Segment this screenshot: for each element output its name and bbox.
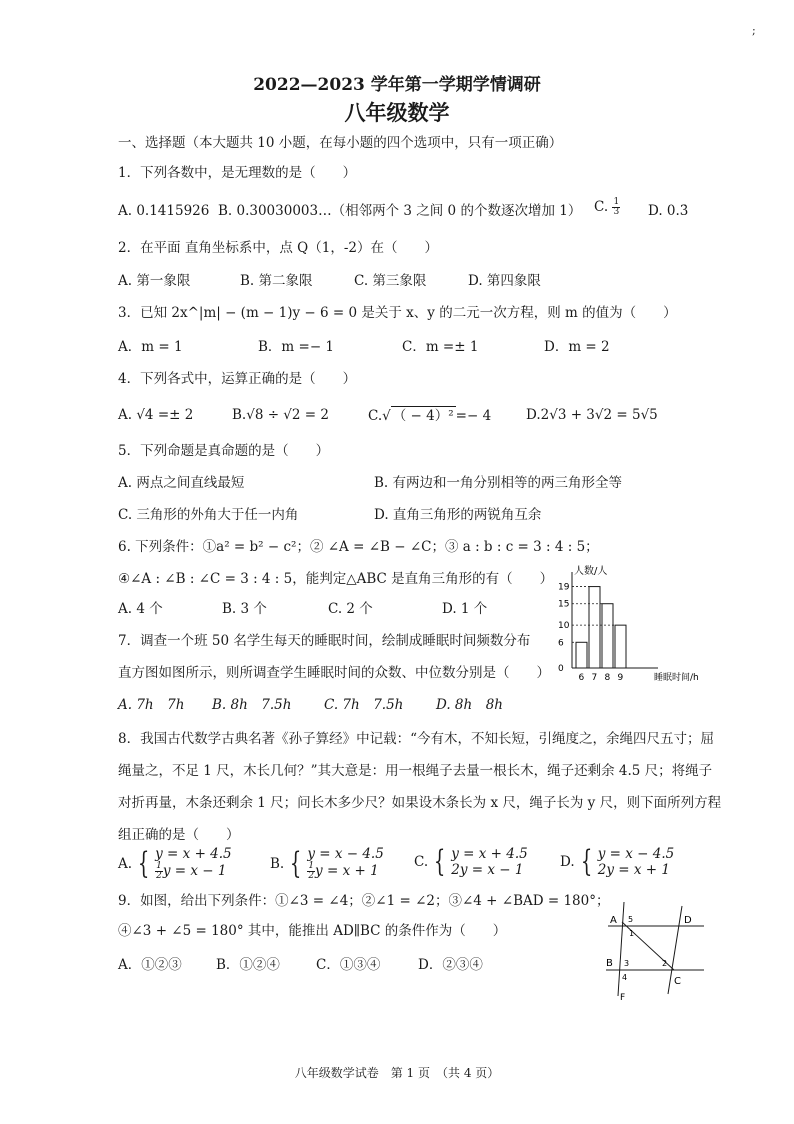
y-tick-label: 19 <box>558 582 570 593</box>
equation-system <box>118 846 232 881</box>
page-footer: 八年级数学试卷 第 1 页 （共 4 页） <box>294 1066 500 1080</box>
sleep-histogram <box>552 560 722 688</box>
y-tick-label: 6 <box>558 638 564 649</box>
q2-option-c: C. 第三象限 <box>354 273 427 289</box>
histogram-bar <box>576 642 587 668</box>
option-label: B. <box>270 855 285 872</box>
q7-option-b: B. 8h 7.5h <box>212 697 292 713</box>
q4-option-c-label: C.√ <box>368 408 391 424</box>
q6-line2: ④∠A : ∠B : ∠C = 3 : 4 : 5，能判定△ABC 是直角三角形的有（ ） <box>118 571 554 587</box>
y-tick-label: 0 <box>558 664 564 674</box>
q9-line1: 9．如图，给出下列条件：①∠3 = ∠4；②∠1 = ∠2；③∠4 + ∠BAD = 180°； <box>118 893 610 909</box>
section-heading: 一、选择题（本大题共 10 小题，在每小题的四个选项中，只有一项正确） <box>118 135 563 151</box>
x-axis-label: 睡眠时间/h <box>654 673 699 683</box>
q2-option-d: D. 第四象限 <box>468 273 541 289</box>
equation-2-rest: y = x + 1 <box>315 863 379 879</box>
label-5: 5 <box>628 915 634 924</box>
histogram-bar <box>615 625 626 668</box>
label-b: B <box>606 958 613 969</box>
equation-2-rest: y = x − 1 <box>162 863 227 879</box>
q1-option-a: A. 0.1415926 <box>118 203 210 219</box>
option-label: A. <box>118 855 133 872</box>
brace-icon: { <box>290 845 302 881</box>
q4-option-b: B.√8 ÷ √2 = 2 <box>232 407 329 423</box>
equation-system <box>270 846 384 881</box>
exam-title: 2022—2023 学年第一学期学情调研 <box>253 75 541 95</box>
equation-1: y = x + 4.5 <box>155 846 232 862</box>
q6-option-c: C. 2 个 <box>328 601 373 617</box>
x-tick-label: 6 <box>578 673 585 683</box>
label-a: A <box>610 915 617 926</box>
fraction <box>307 862 315 881</box>
equation-1: y = x − 4.5 <box>597 846 675 862</box>
q6-option-b: B. 3 个 <box>222 601 267 617</box>
q9-geometry-figure <box>600 898 710 1002</box>
q4-option-c <box>368 406 491 425</box>
option-label: C. <box>414 854 429 870</box>
q5-option-c: C. 三角形的外角大于任一内角 <box>118 507 299 523</box>
q6-line1: 6. 下列条件：①a² = b² − c²；② ∠A = ∠B − ∠C；③ a : b : c = 3 : 4 : 5； <box>118 539 599 555</box>
option-label: D. <box>560 854 575 870</box>
q8-option-a <box>118 846 232 881</box>
equation-lines <box>598 846 675 878</box>
q9-line2: ④∠3 + ∠5 = 180° 其中，能推出 AD∥BC 的条件作为（ ） <box>118 923 507 939</box>
q4-option-c-result: =− 4 <box>455 408 492 424</box>
q9-option-d: D．②③④ <box>418 957 483 973</box>
q3-option-a: A．m = 1 <box>118 339 183 355</box>
fraction-numerator: 1 <box>308 861 315 871</box>
q9-option-a: A．①②③ <box>118 957 182 973</box>
q4-option-c-radicand: （ − 4）² <box>392 408 454 424</box>
equation-1: y = x − 4.5 <box>307 846 384 862</box>
equation-system <box>560 846 674 878</box>
label-3: 3 <box>624 959 630 968</box>
q7-option-d: D. 8h 8h <box>436 697 503 713</box>
label-c: C <box>674 976 681 987</box>
q1-option-c-label: C. <box>594 199 609 215</box>
q3-option-d: D．m = 2 <box>544 339 610 355</box>
exam-subject: 八年级数学 <box>344 100 450 125</box>
label-f: F <box>620 993 626 1002</box>
q1-option-d: D. 0.3̇ <box>648 203 689 219</box>
q5-option-b: B. 有两边和一角分别相等的两三角形全等 <box>374 475 623 491</box>
equation-2: 2y = x + 1 <box>597 862 670 878</box>
equation-system <box>414 846 528 878</box>
fraction-denominator: 2 <box>156 871 162 881</box>
brace-icon: { <box>580 844 592 879</box>
q2-stem: 2．在平面 直角坐标系中，点 Q（1，-2）在（ ） <box>118 240 438 256</box>
q9-option-c: C．①③④ <box>316 957 381 973</box>
label-1: 1 <box>629 929 635 938</box>
equation-2 <box>155 862 232 881</box>
q8-line1: 8．我国古代数学古典名著《孙子算经》中记载：“今有木，不知长短，引绳度之，余绳四尺五寸；屈 <box>118 731 714 747</box>
q8-line3: 对折再量，木条还剩余 1 尺；问长木多少尺？如果设木条长为 x 尺，绳子长为 y 尺，则下面所列方程 <box>118 795 722 811</box>
fraction-numerator: 1 <box>613 197 620 207</box>
q3-option-c: C．m =± 1 <box>402 339 479 355</box>
q8-option-b <box>270 846 384 881</box>
equation-2 <box>307 862 384 881</box>
equation-2: 2y = x − 1 <box>451 862 524 878</box>
q1-stem: 1．下列各数中，是无理数的是（ ） <box>118 165 357 181</box>
x-tick-label: 9 <box>617 673 624 683</box>
q8-line4: 组正确的是（ ） <box>118 827 240 843</box>
x-tick-label: 8 <box>604 673 611 683</box>
q1-option-b: B. 0.30030003…（相邻两个 3 之间 0 的个数逐次增加 1） <box>218 203 582 219</box>
q5-option-d: D. 直角三角形的两锐角互余 <box>374 507 542 523</box>
q1-option-c-fraction <box>612 198 620 217</box>
q9-option-b: B．①②④ <box>216 957 280 973</box>
equation-lines <box>155 846 232 881</box>
fraction <box>155 862 163 881</box>
q8-option-c <box>414 846 528 878</box>
q8-line2: 绳量之，不足 1 尺，木长几何？”其大意是：用一根绳子去量一根长木，绳子还剩余 4.5 尺；将绳子 <box>118 763 713 779</box>
histogram-bar <box>602 604 613 668</box>
equation-lines <box>451 846 528 878</box>
q3-option-b: B．m =− 1 <box>258 339 335 355</box>
q2-option-a: A. 第一象限 <box>118 273 191 289</box>
q2-option-b: B. 第二象限 <box>240 273 313 289</box>
q6-option-d: D. 1 个 <box>442 601 488 617</box>
q6-option-a: A. 4 个 <box>118 601 163 617</box>
label-d: D <box>684 915 692 926</box>
fraction-denominator: 3 <box>613 207 620 217</box>
equation-lines <box>307 846 384 881</box>
fraction-denominator: 2 <box>308 871 315 881</box>
histogram-bar <box>589 587 600 668</box>
label-2: 2 <box>662 959 668 968</box>
q5-option-a: A. 两点之间直线最短 <box>118 475 245 491</box>
q4-stem: 4．下列各式中，运算正确的是（ ） <box>118 371 357 387</box>
q7-line2: 直方图如图所示，则所调查学生睡眠时间的众数、中位数分别是（ ） <box>118 665 550 681</box>
y-tick-label: 10 <box>558 621 570 632</box>
label-4: 4 <box>622 973 628 982</box>
q1-option-c <box>594 198 620 217</box>
fraction-numerator: 1 <box>156 861 162 871</box>
q8-option-d <box>560 846 674 878</box>
x-tick-label: 7 <box>591 673 598 683</box>
equation-1: y = x + 4.5 <box>451 846 528 862</box>
q3-stem: 3．已知 2x^|m| − (m − 1)y − 6 = 0 是关于 x、y 的二元一次方程，则 m 的值为（ ） <box>118 305 677 321</box>
q4-option-d: D.2√3 + 3√2 = 5√5 <box>526 407 658 423</box>
q7-option-a: A. 7h 7h <box>118 697 185 713</box>
q7-line1: 7．调查一个班 50 名学生每天的睡眠时间，绘制成睡眠时间频数分布 <box>118 633 531 649</box>
y-tick-label: 15 <box>558 599 570 610</box>
corner-mark: ; <box>752 24 756 37</box>
y-axis-label: 人数/人 <box>574 566 608 577</box>
brace-icon: { <box>137 845 150 881</box>
q5-stem: 5．下列命题是真命题的是（ ） <box>118 443 330 459</box>
q7-option-c: C. 7h 7.5h <box>324 697 404 713</box>
brace-icon: { <box>433 844 446 879</box>
q4-option-a: A. √4 =± 2 <box>118 407 194 423</box>
